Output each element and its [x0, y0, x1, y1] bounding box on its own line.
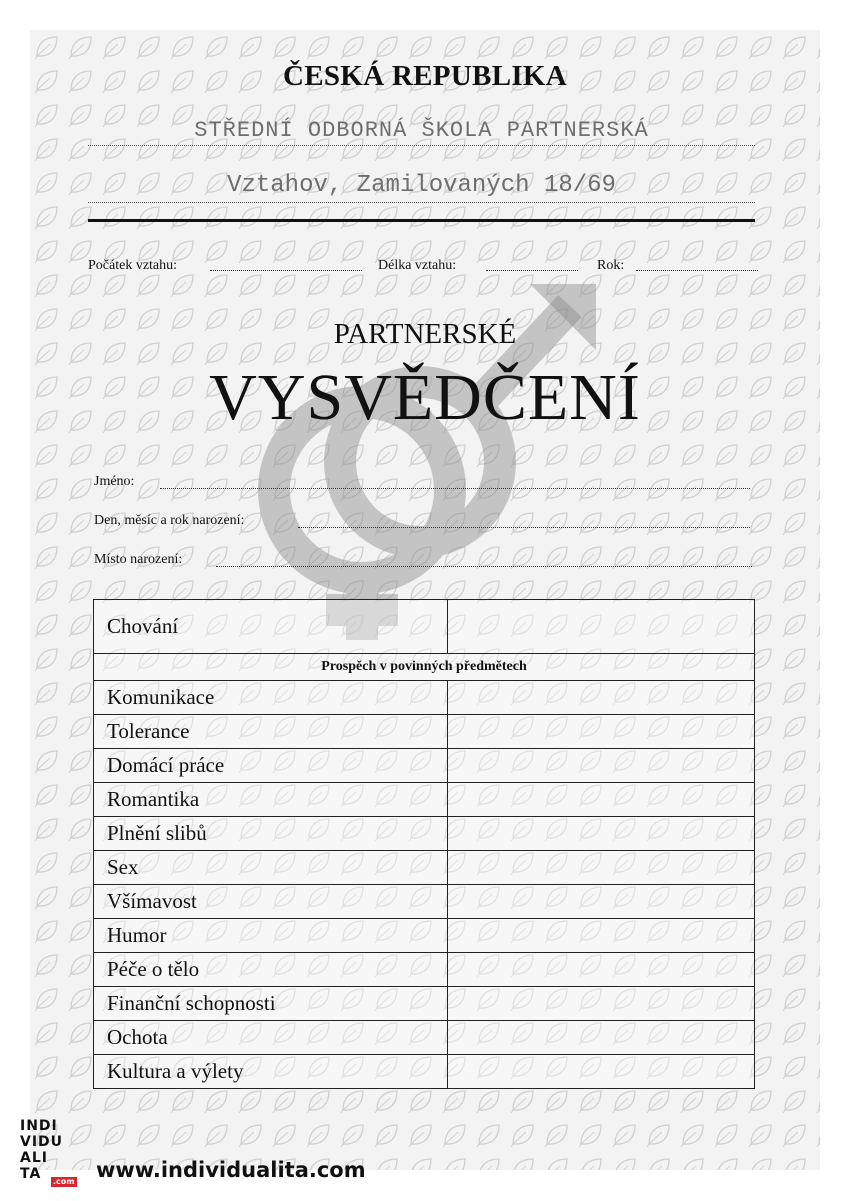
behavior-label: Chování — [94, 600, 448, 654]
subject-grade-cell[interactable] — [448, 681, 755, 715]
logo-line-3: ALI — [20, 1150, 48, 1166]
birth-date-field[interactable] — [298, 515, 750, 528]
logo-line-2: VIDU — [20, 1134, 64, 1150]
relationship-meta-row — [0, 258, 850, 278]
subject-grade-cell[interactable] — [448, 919, 755, 953]
subject-row — [94, 783, 755, 817]
behavior-grade-cell[interactable] — [448, 600, 755, 654]
subject-row — [94, 749, 755, 783]
subject-grade-cell[interactable] — [448, 1055, 755, 1089]
country-heading: ČESKÁ REPUBLIKA — [282, 60, 568, 92]
subject-row — [94, 919, 755, 953]
certificate-title: VYSVĚDČENÍ — [209, 361, 641, 434]
birth-place-label: Místo narození: — [94, 552, 183, 567]
subject-row — [94, 817, 755, 851]
subject-label: Finanční schopnosti — [94, 987, 448, 1021]
subject-grade-cell[interactable] — [448, 987, 755, 1021]
year-label: Rok: — [597, 258, 625, 273]
subject-grade-cell[interactable] — [448, 715, 755, 749]
name-label: Jméno: — [94, 474, 135, 489]
logo-line-4: TA — [20, 1166, 42, 1182]
header-divider — [88, 219, 755, 222]
start-field[interactable] — [210, 258, 362, 271]
subject-grade-cell[interactable] — [448, 817, 755, 851]
subject-row — [94, 681, 755, 715]
subject-label: Ochota — [94, 1021, 448, 1055]
logo-com-badge: .com — [53, 1177, 75, 1186]
name-field[interactable] — [160, 476, 750, 489]
individualita-logo — [17, 1119, 83, 1189]
subject-grade-cell[interactable] — [448, 953, 755, 987]
length-label: Délka vztahu: — [378, 258, 457, 273]
start-label: Počátek vztahu: — [88, 258, 178, 273]
section-heading: Prospěch v povinných předmětech — [94, 654, 755, 681]
subject-label: Sex — [94, 851, 448, 885]
subject-row — [94, 987, 755, 1021]
subject-row — [94, 1055, 755, 1089]
birth-place-field[interactable] — [216, 554, 752, 567]
logo-line-1: INDI — [20, 1118, 58, 1134]
certificate-subtitle: PARTNERSKÉ — [333, 318, 517, 350]
subject-row — [94, 851, 755, 885]
subject-row — [94, 885, 755, 919]
subject-label: Plnění slibů — [94, 817, 448, 851]
section-row — [94, 654, 755, 681]
subject-row — [94, 715, 755, 749]
year-field[interactable] — [636, 258, 758, 271]
subject-grade-cell[interactable] — [448, 783, 755, 817]
subject-row — [94, 1021, 755, 1055]
length-field[interactable] — [486, 258, 578, 271]
website-url[interactable]: www.individualita.com — [96, 1158, 366, 1182]
subject-grade-cell[interactable] — [448, 885, 755, 919]
address-dotted-rule — [88, 202, 755, 203]
subject-label: Romantika — [94, 783, 448, 817]
school-dotted-rule — [88, 145, 755, 146]
subject-label: Domácí práce — [94, 749, 448, 783]
subject-label: Humor — [94, 919, 448, 953]
subject-grade-cell[interactable] — [448, 1021, 755, 1055]
subject-label: Komunikace — [94, 681, 448, 715]
school-name: STŘEDNÍ ODBORNÁ ŠKOLA PARTNERSKÁ — [194, 118, 649, 143]
birth-date-label: Den, měsíc a rok narození: — [94, 513, 245, 528]
behavior-row — [94, 600, 755, 654]
grades-table — [93, 599, 755, 1089]
subject-grade-cell[interactable] — [448, 851, 755, 885]
subject-label: Kultura a výlety — [94, 1055, 448, 1089]
subject-label: Tolerance — [94, 715, 448, 749]
subject-grade-cell[interactable] — [448, 749, 755, 783]
school-address: Vztahov, Zamilovaných 18/69 — [227, 172, 616, 199]
subject-label: Péče o tělo — [94, 953, 448, 987]
subject-row — [94, 953, 755, 987]
subject-label: Všímavost — [94, 885, 448, 919]
